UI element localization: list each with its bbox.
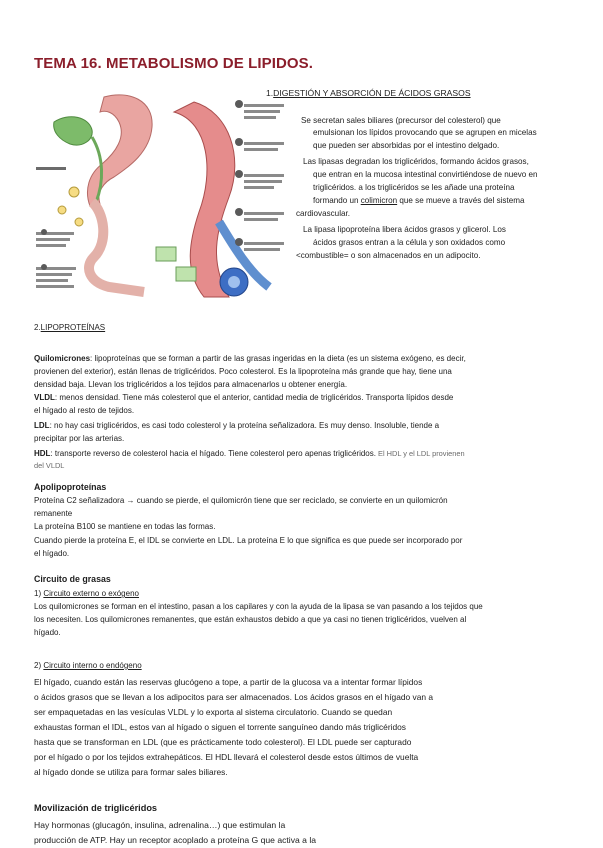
movilizacion-line-2: producción de ATP. Hay un receptor acoplado a proteína G que activa a la [34,835,317,845]
circuito-sub1-line-3: hígado. [34,628,61,637]
circuito-sub1-text: Circuito externo o exógeno [43,589,139,598]
apolipo-line-4: Cuando pierde la proteína E, el IDL se convierte en LDL. La proteína E lo que significa es que puede ser incorporado por [34,536,463,545]
hdl-label: HDL [34,449,51,458]
circuito-sub1-line-2: los necesiten. Los quilomicrones remanentes, que están exhaustos debido a que ya casi no tienen triglicéridos, vuelven al [34,615,467,624]
circuito-sub2-line-4: exhaustas forman el IDL, estos van al hígado o siguen el torrente sanguíneo dando más triglicéridos [34,722,406,732]
circuito-sub2-num: 2) [34,661,42,670]
circuito-sub2-line-7: al hígado donde se utiliza para formar sales biliares. [34,767,228,777]
section1-number: 1. [266,88,274,98]
s1-line-10: ácidos grasos entran a la célula y son oxidados como [313,238,506,247]
section1-heading [266,88,471,98]
section2-number: 2. [34,323,41,332]
apolipo-line-1: Proteína C2 señalizadora → cuando se pierde, el quilomicrón tiene que ser reciclado, se convierte en un quilomicrón [34,496,448,505]
quilo-line-2: provienen del exterior), están llenas de triglicéridos. Poco colesterol. Es la lipoproteína más grande que hay, tiene una [34,367,452,376]
circuito-sub2 [34,660,142,672]
circuito-sub2-text: Circuito interno o endógeno [43,661,142,670]
section1-heading-text: DIGESTIÓN Y ABSORCIÓN DE ÁCIDOS GRASOS [273,88,471,98]
s1-line-2: emulsionan los lípidos provocando que se agrupen en micelas [313,128,537,137]
s1-line-7-pre: formando un [313,196,361,205]
s1-line-1: Se secretan sales biliares (precursor del colesterol) que [301,116,501,125]
circuito-sub1 [34,588,139,600]
s1-line-7-underlined: colimicron [360,196,398,205]
s1-line-8: cardiovascular. [296,209,350,218]
apolipo-line-5: el hígado. [34,549,70,558]
vldl-line-2: el hígado al resto de tejidos. [34,406,135,415]
ldl-text-1: : no hay casi triglicéridos, es casi todo colesterol y la proteína señalizadora. Es muy denso. Insoluble, tiende a [49,421,440,430]
vldl-text-1: : menos densidad. Tiene más colesterol que el anterior, cantidad media de triglicéridos. Transporta lípidos desde [54,393,454,402]
quilo-text-1: : lipoproteínas que se forman a partir de las grasas ingeridas en la dieta (es un sistema exógeno, es decir, [90,354,466,363]
hdl-text: : transporte reverso de colesterol hacia el hígado. Tiene colesterol pero apenas triglicéridos. [50,449,376,458]
s1-line-5: que entran en la mucosa intestinal convirtiéndose de nuevo en [313,170,538,179]
s1-line-4: Las lipasas degradan los triglicéridos, formando ácidos grasos, [303,157,529,166]
apolipo-heading: Apolipoproteínas [34,482,107,492]
ldl-line-2: precipitar por las arterias. [34,434,125,443]
circuito-sub2-line-2: o ácidos grasos que se llevan a los adipocitos para ser almacenados. Los ácidos grasos en el hígado van a [34,692,433,702]
ldl-label: LDL [34,421,50,430]
hdl-line-2: del VLDL [34,461,65,470]
s1-line-3: que pueden ser absorbidas por el intestino delgado. [313,141,500,150]
circuito-sub2-line-1: El hígado, cuando están las reservas glucógeno a tope, a partir de la glucosa va a intentar formar lípidos [34,677,423,687]
s1-line-7 [313,195,524,207]
vldl-line-1 [34,392,453,404]
lipid-digestion-figure [34,82,296,304]
s1-line-6: triglicéridos. a los triglicéridos se les añade una proteína [313,183,515,192]
movilizacion-line-1: Hay hormonas (glucagón, insulina, adrenalina…) que estimulan la [34,820,286,830]
circuito-sub1-line-1: Los quilomicrones se forman en el intestino, pasan a los capilares y con la ayuda de la lipasa se van pasando a los tejidos que [34,602,483,611]
circuito-sub2-line-5: hasta que se transforman en LDL (que es prácticamente todo colesterol). El LDL puede ser capturado [34,737,412,747]
circuito-sub1-num: 1) [34,589,42,598]
vldl-label: VLDL [34,393,55,402]
apolipo-line-2: remanente [34,509,73,518]
s1-line-7-post: que se mueve a través del sistema [397,196,525,205]
s1-line-9: La lipasa lipoproteína libera ácidos grasos y glicerol. Los [303,225,506,234]
page-title: TEMA 16. METABOLISMO DE LIPIDOS. [34,55,314,72]
hdl-line-1 [34,448,465,460]
apolipo-line-3: La proteína B100 se mantiene en todas las formas. [34,522,216,531]
s1-line-11: <combustible= o son almacenados en un adipocito. [296,251,481,260]
hdl-note: El HDL y el LDL provienen [375,449,465,458]
circuito-sub2-line-6: por el hígado o por los tejidos extrahepáticos. El HDL llevará el colesterol desde estos últimos de vuelta [34,752,419,762]
digestive-illustration-icon [34,82,296,304]
quilo-label: Quilomicrones [34,354,91,363]
quilo-line-1 [34,353,466,365]
quilo-line-3: densidad baja. Llevan los triglicéridos a los tejidos para almacenarlos u obtener energía. [34,380,348,389]
ldl-line-1 [34,420,439,432]
section2-heading [34,322,105,334]
circuito-heading: Circuito de grasas [34,574,111,584]
movilizacion-heading: Movilización de triglicéridos [34,803,158,813]
section2-heading-text: LIPOPROTEÍNAS [40,323,106,332]
circuito-sub2-line-3: ser empaquetadas en las vesículas VLDL y lo exporta al sistema circulatorio. Cuando se quedan [34,707,393,717]
